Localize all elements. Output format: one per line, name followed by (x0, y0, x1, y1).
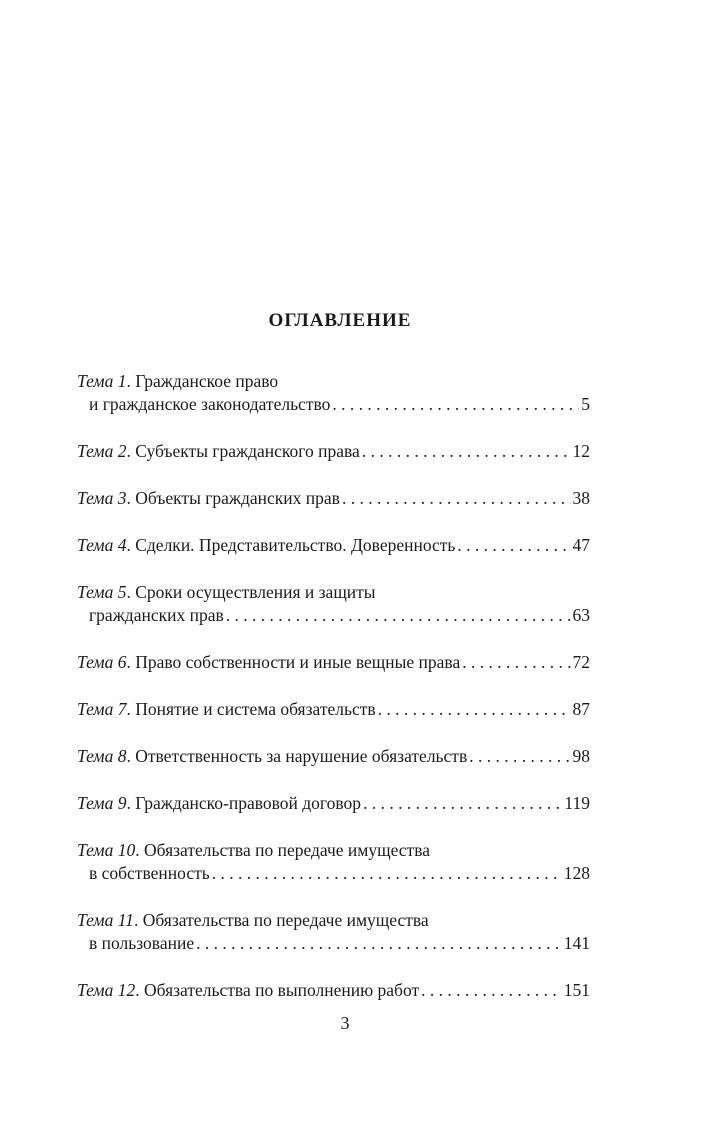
toc-entry-continuation-line (77, 393, 590, 416)
toc-entry-title-line (77, 792, 590, 815)
entry-title: . Право собственности и иные вещные права (126, 652, 461, 672)
entry-title: . Обязательства по передаче имущества (133, 910, 429, 930)
toc-entry-title-line (77, 979, 590, 1002)
page-folio-number: 3 (340, 1013, 350, 1033)
page-number: 47 (572, 535, 590, 555)
topic-label: Тема 7 (77, 699, 127, 719)
topic-label: Тема 6 (77, 652, 127, 672)
toc-entry-continuation-line (77, 932, 590, 955)
entry-title: . Сроки осуществления и защиты (126, 582, 376, 602)
dot-leader (196, 932, 562, 955)
entry-title: . Обязательства по выполнению работ (135, 980, 420, 1000)
toc-entry-title-line (77, 698, 590, 721)
entry-title-continued: в собственность (89, 863, 210, 883)
topic-label: Тема 12 (77, 980, 136, 1000)
toc-entry-title-line (77, 370, 590, 393)
toc-entry-7[interactable] (77, 698, 590, 721)
entry-title: . Гражданское право (126, 371, 279, 391)
entry-title-continued: в пользование (89, 933, 195, 953)
dot-leader (469, 745, 570, 768)
toc-entry-8[interactable] (77, 745, 590, 768)
topic-label: Тема 2 (77, 441, 127, 461)
table-of-contents (77, 370, 590, 1026)
page-number: 151 (563, 980, 590, 1000)
toc-entry-11[interactable] (77, 909, 590, 955)
toc-entry-9[interactable] (77, 792, 590, 815)
topic-label: Тема 3 (77, 488, 127, 508)
dot-leader (226, 604, 571, 627)
dot-leader (457, 534, 570, 557)
toc-entry-12[interactable] (77, 979, 590, 1002)
entry-title-continued: гражданских прав (89, 605, 224, 625)
entry-title: . Гражданско-правовой договор (126, 793, 362, 813)
page-number: 63 (572, 605, 590, 625)
toc-entry-10[interactable] (77, 839, 590, 885)
toc-entry-4[interactable] (77, 534, 590, 557)
page-title: ОГЛАВЛЕНИЕ (268, 310, 412, 331)
topic-label: Тема 5 (77, 582, 127, 602)
toc-entry-title-line (77, 534, 590, 557)
topic-label: Тема 11 (77, 910, 134, 930)
dot-leader (332, 393, 579, 416)
dot-leader (421, 979, 562, 1002)
dot-leader (342, 487, 571, 510)
page-number: 87 (572, 699, 590, 719)
toc-entry-continuation-line (77, 862, 590, 885)
toc-entry-title-line (77, 909, 590, 932)
topic-label: Тема 8 (77, 746, 127, 766)
toc-entry-2[interactable] (77, 440, 590, 463)
dot-leader (362, 440, 571, 463)
page-number: 12 (572, 441, 590, 461)
page-number: 38 (572, 488, 590, 508)
toc-entry-1[interactable] (77, 370, 590, 416)
entry-title: . Субъекты гражданского права (126, 441, 360, 461)
toc-entry-title-line (77, 487, 590, 510)
toc-entry-3[interactable] (77, 487, 590, 510)
page-number: 72 (572, 652, 590, 672)
dot-leader (363, 792, 562, 815)
page-number: 98 (572, 746, 590, 766)
toc-entry-5[interactable] (77, 581, 590, 627)
toc-entry-continuation-line (77, 604, 590, 627)
dot-leader (462, 651, 570, 674)
topic-label: Тема 9 (77, 793, 127, 813)
toc-entry-title-line (77, 745, 590, 768)
toc-entry-title-line (77, 440, 590, 463)
entry-title: . Понятие и система обязательств (126, 699, 376, 719)
toc-entry-title-line (77, 839, 590, 862)
entry-title: . Ответственность за нарушение обязательств (126, 746, 468, 766)
topic-label: Тема 10 (77, 840, 136, 860)
page-number: 5 (581, 394, 590, 414)
page-number: 119 (564, 793, 590, 813)
toc-entry-title-line (77, 651, 590, 674)
entry-title-continued: и гражданское законодательство (89, 394, 331, 414)
topic-label: Тема 1 (77, 371, 127, 391)
dot-leader (212, 862, 562, 885)
toc-entry-title-line (77, 581, 590, 604)
toc-entry-6[interactable] (77, 651, 590, 674)
entry-title: . Сделки. Представительство. Доверенность (126, 535, 456, 555)
page-number: 141 (563, 933, 590, 953)
page-number: 128 (563, 863, 590, 883)
topic-label: Тема 4 (77, 535, 127, 555)
entry-title: . Объекты гражданских прав (126, 488, 340, 508)
dot-leader (378, 698, 571, 721)
entry-title: . Обязательства по передаче имущества (135, 840, 430, 860)
